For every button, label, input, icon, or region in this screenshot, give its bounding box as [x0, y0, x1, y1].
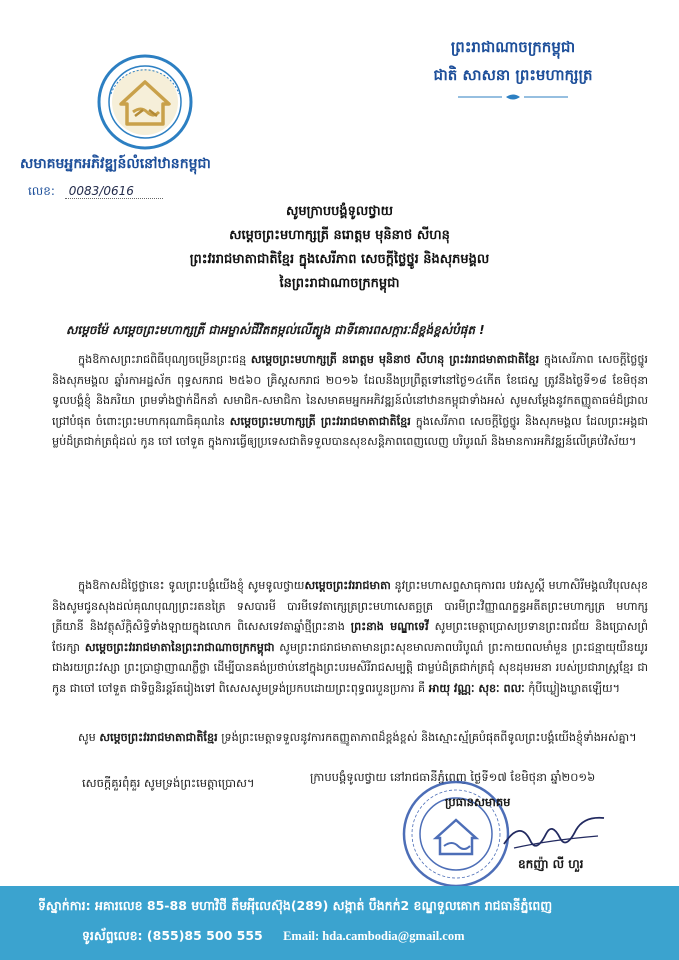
text-run: ក្នុងសេរីភាព សេចក្តីថ្លៃថ្នូរ និងសុភមង្គល ដែលព្រះអង្គជាម្លប់ដ៏ត្រជាក់ត្រជុំដល់ កូន ចៅ ចៅទួត ក្នុងការធ្វើឲ្យប្រទេសជាតិទទួលបានសុខសន្តិភាពពេញលេញ បរិបូរណ៍ និងមានការអភិវឌ្ឍន៍លើគ្រប់វិស័យ។: [52, 414, 648, 448]
phone-label: ទូរស័ព្ទលេខ:: [82, 928, 143, 943]
body-paragraph-2: [52, 576, 648, 722]
date-line: ក្រាបបង្គំទូលថ្វាយ នៅរាជធានីភ្នំពេញ ថ្ងៃទី១៧ ខែមិថុនា ឆ្នាំ២០១៦: [310, 770, 596, 784]
text-run: កុំបីឃ្លៀងឃ្លាតឡើយ។: [524, 681, 621, 695]
kingdom-name: ព្រះរាជាណាចក្រកម្ពុជា: [450, 38, 576, 56]
signatory-title: ប្រធានសមាគម: [445, 795, 511, 809]
reference-label: លេខ:: [28, 184, 55, 198]
signature-scribble-icon: [500, 810, 610, 858]
footer-bar: [0, 886, 679, 960]
body-paragraph-1: [52, 350, 648, 572]
body-paragraph-3: [52, 728, 648, 772]
text-run: នូវព្រះមហាសព្ទសាធុការពរ បវរសួស្តី មហាសិរីមង្គលវិបុលសុខ និងសូមជូនសុងដល់គុណបុណ្យព្រះរតនត្រៃ ទសបារមី បារមីទេវតាក្សេត្រព្រះមហាសេតច្ឆត្រ បារមីព្រះវិញ្ញាណក្ខន្ធអតីតព្រះមហាក្សត្រ មហាក្សត្រីយានី និងវត្ថុស័ក្តិសិទ្ធិទាំងឡាយក្នុងលោក ពិសេសទេវតាឆ្នាំថ្មីព្រះនាង: [52, 579, 648, 633]
text-run: ក្នុងឱកាសព្រះរាជពិធីបុណ្យចម្រើនព្រះជន្ម: [78, 353, 251, 366]
nation-religion-king: ជាតិ សាសនា ព្រះមហាក្សត្រ: [433, 66, 593, 84]
text-run: សូម: [78, 731, 100, 744]
closing-line: សេចក្តីគួរពុំគួរ សូមទ្រង់ព្រះមេត្តាប្រោស។: [82, 776, 255, 790]
text-run: ទ្រង់ព្រះមេត្តាទទួលនូវការកតញ្ញូតាភាពដ៏ខ្ពង់ខ្ពស់ និងស្មោះស្ម័គ្របំផុតពីទូលព្រះបង្គំយើងខ្ញុំទាំងអស់គ្នា។: [217, 731, 637, 744]
letter-title: [150, 200, 529, 296]
signatory-name: ឧកញ៉ា លី ហួរ: [518, 857, 584, 871]
text-run: ក្នុងសេរីភាព សេចក្តីថ្លៃថ្នូរ និងសុភមង្គល ឆ្នាំរកាអដ្ឋស័ក ពុទ្ធសករាជ ២៥៦០ គ្រិស្តសករាជ ២០១៦ ដែលនឹងប្រព្រឹត្តទៅនៅថ្ងៃ១៤កើត ខែជេស្ឋ ត្រូវនឹងថ្ងៃទី១៨ ខែមិថុនា ទូលបង្គំខ្ញុំ និងភរិយា ព្រមទាំងថ្នាក់ដឹកនាំ សមាជិក-សមាជិកា នៃសមាគមអ្នកអភិវឌ្ឍន៍លំនៅឋានកម្ពុជាទាំងអស់ សូមសម្តែងនូវកតញ្ញូតាធម៌ដ៏ជ្រាលជ្រៅបំផុត ចំពោះព្រះមហាករុណាធិគុណនៃ: [52, 353, 648, 428]
salutation: សម្តេចម៉ែ សម្តេចព្រះមហាក្សត្រី ជាអម្ចាស់ជីវិតតម្កល់លើត្បូង ជាទីគោរពសក្ការៈដ៏ខ្ពង់ខ្ពស់បំផុត !: [66, 323, 485, 337]
association-logo: [97, 54, 193, 150]
title-line-1: សូមក្រាបបង្គំទូលថ្វាយ: [285, 204, 394, 219]
bold-text-run: សម្តេចព្រះមហាក្សត្រី នរោត្តម មុនិនាថ សីហនុ ព្រះវររាជមាតាជាតិខ្មែរ: [250, 353, 540, 366]
reference-number: [28, 183, 163, 201]
email-address: Email: hda.cambodia@gmail.com: [283, 929, 465, 943]
handwritten-signature: [500, 810, 610, 858]
bold-text-run: សម្តេចព្រះវររាជមាតា: [304, 579, 391, 592]
title-line-2: សម្តេចព្រះមហាក្សត្រី នរោត្តម មុនិនាថ សីហនុ: [229, 228, 450, 243]
bold-text-run: ព្រះនាង មណ្ឌាទេវី: [350, 620, 429, 633]
bold-text-run: សម្តេចព្រះវររាជមាតាជាតិខ្មែរ: [99, 731, 218, 744]
reference-value: 0083/0616: [65, 184, 163, 199]
title-line-4: នៃព្រះរាជាណាចក្រកម្ពុជា: [279, 276, 400, 291]
bold-text-run: សម្តេចព្រះមហាក្សត្រី ព្រះវររាជមាតាជាតិខ្មែរ: [229, 414, 411, 428]
title-line-3: ព្រះវររាជមាតាជាតិខ្មែរ ក្នុងសេរីភាព សេចក្តីថ្លៃថ្នូរ និងសុភមង្គល: [189, 252, 490, 267]
footer-contact: [82, 928, 465, 947]
bold-text-run: សម្តេចព្រះវររាជមាតានៃព្រះរាជាណាចក្រកម្ពុជា: [84, 640, 275, 654]
text-run: សូមព្រះមេត្តាប្រោសប្រទានព្រះពរជ័យ និងប្រោសព្រំថែរក្សា: [52, 620, 648, 654]
house-handshake-icon: [97, 54, 193, 150]
kingdom-motto: [418, 36, 608, 102]
organization-name: សមាគមអ្នកអភិវឌ្ឍន៍លំនៅឋានកម្ពុជា: [20, 156, 211, 172]
bold-text-run: អាយុ វណ្ណៈ សុខៈ ពលៈ: [428, 681, 525, 695]
text-run: ក្នុងឱកាសដ៏ថ្លៃថ្លានេះ ទូលព្រះបង្គំយើងខ្ញុំ សូមទូលថ្វាយ: [78, 579, 305, 592]
ornament-divider-icon: [458, 92, 568, 102]
text-run: សូមព្រះរាជរាជមាតាមានព្រះសុខមាលភាពបរិបូណ៌ ព្រះកាយពលមាំមួន ព្រះជន្មាយុយឺនយូរ ជាងរយព្រះវស្សា ព្រះប្រាជ្ញាញាណភ្លឺថ្លា ដើម្បីបានគង់ប្រថាប់នៅក្នុងព្រះបរមសិរីរាជសម្បត្តិ ជាម្លប់ដ៏ត្រជាក់ត្រជុំ សុខដុមរមនា របស់ប្រជារាស្ត្រខ្មែរ ជាកូន ជាចៅ ចៅទួត ជាទិច្ចនិរន្តរ៍តរៀងទៅ ពិសេសសូមទ្រង់ប្រកបដោយព្រះពុទ្ធពរបួនប្រការ គឺ: [52, 640, 648, 695]
phone-number: (855)85 500 555: [146, 928, 263, 943]
footer-address: ទីស្នាក់ការ: អគារលេខ 85-88 មហាវិថី តឹមអុីលេស៊ុង(289) សង្កាត់ បឹងកក់2 ខណ្ឌទួលគោក រាជធានីភ្នំពេញ: [38, 898, 553, 913]
